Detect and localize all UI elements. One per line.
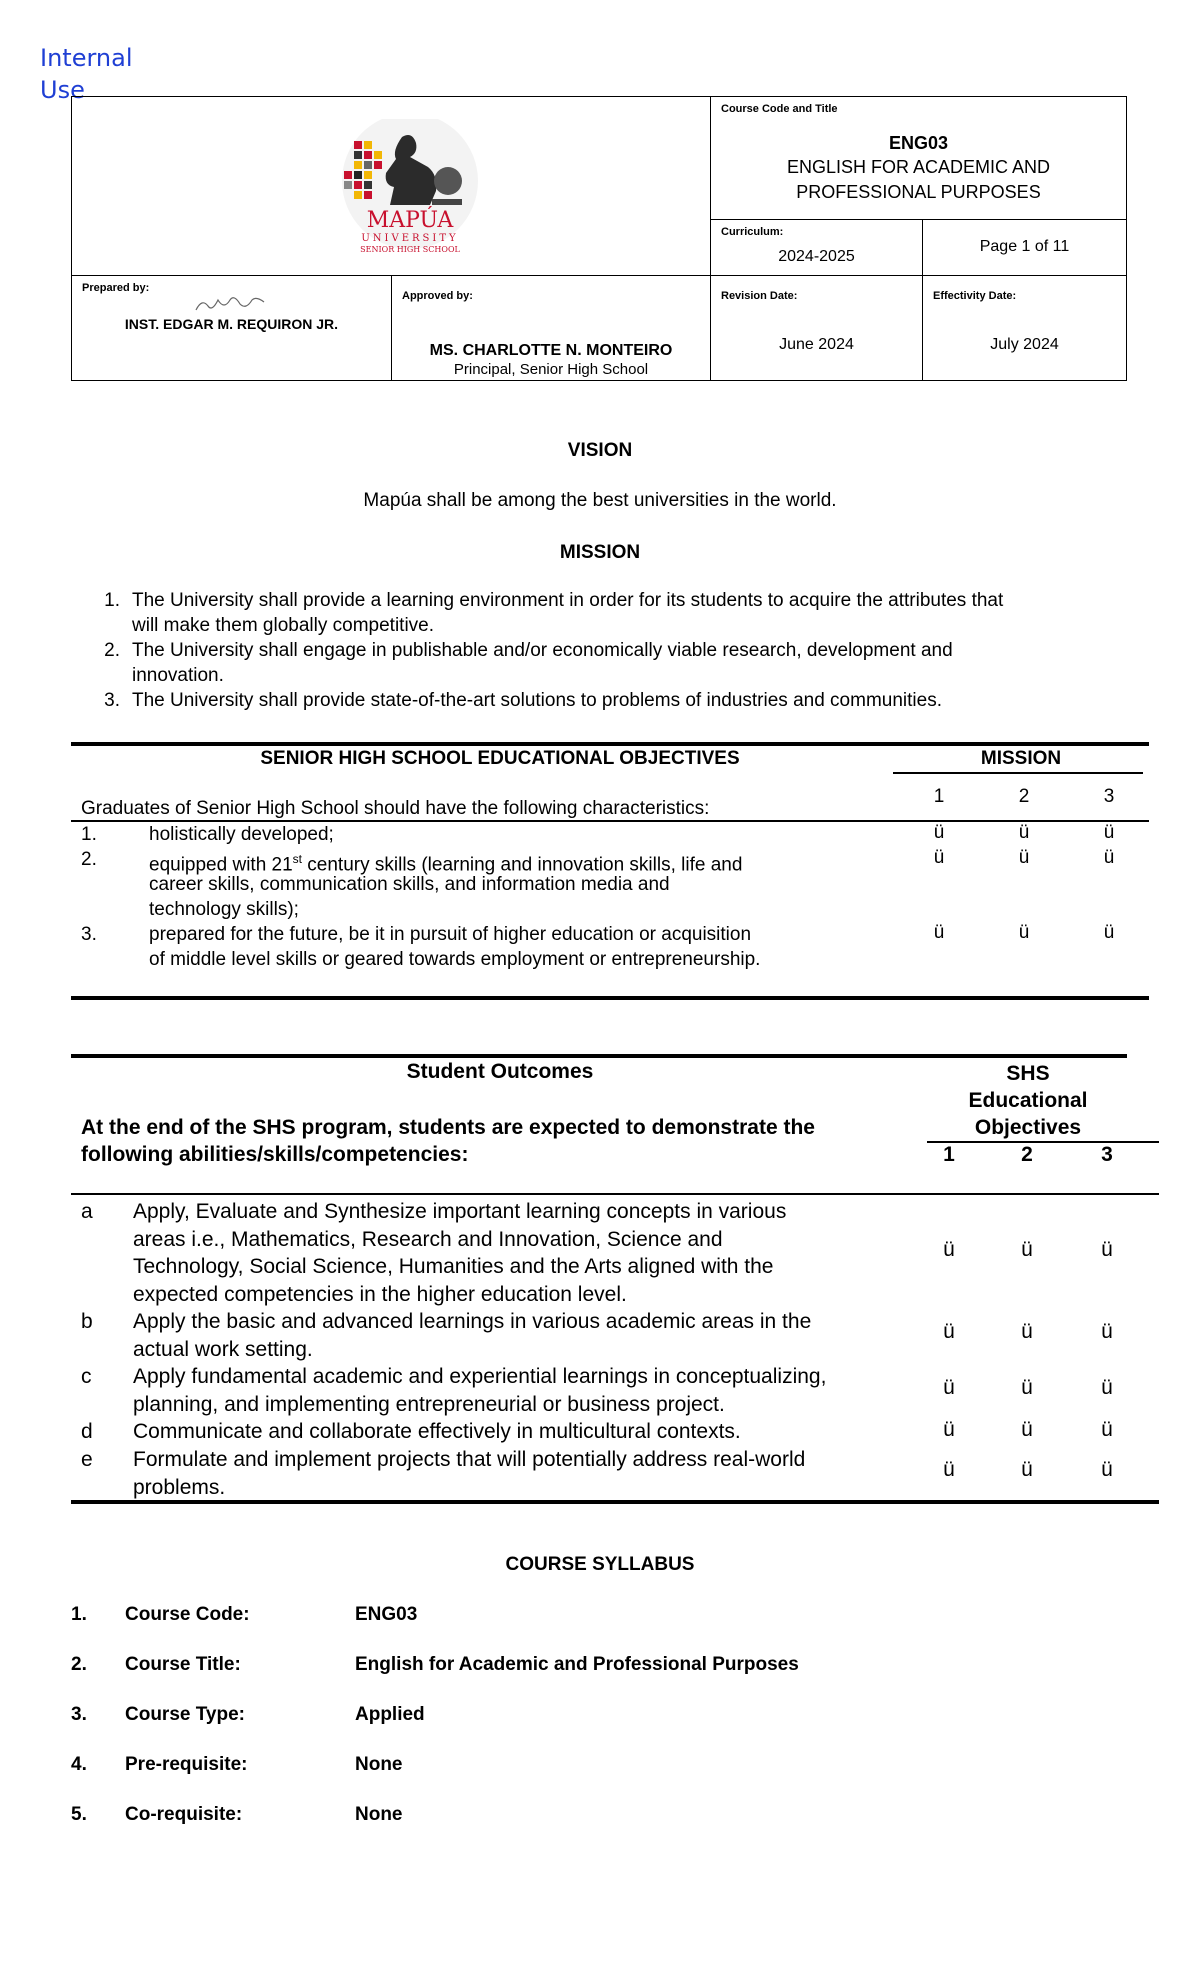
signature-icon	[192, 294, 272, 318]
prepared-by-cell	[71, 275, 392, 381]
course-code-label: Course Code and Title	[721, 103, 838, 115]
check-icon: ü	[1103, 922, 1115, 943]
outcome-letter: a	[81, 1200, 93, 1223]
course-title-line1: ENGLISH FOR ACADEMIC AND	[786, 157, 1051, 177]
check-icon: ü	[1018, 847, 1030, 868]
check-icon: ü	[1101, 1320, 1113, 1343]
curriculum-label: Curriculum:	[721, 226, 784, 238]
mission-item: 1. The University shall provide a learning environment in order for its students to acquire the attributes that will make them globally competitive.	[104, 590, 1004, 636]
outcomes-objectives-header: SHS Educational Objectives	[968, 1062, 1088, 1139]
outcome-text: Communicate and collaborate effectively in multicultural contexts.	[133, 1420, 741, 1443]
check-icon: ü	[1021, 1320, 1033, 1343]
course-code-cell	[710, 96, 1127, 220]
logo-sub2: SENIOR HIGH SCHOOL	[360, 245, 460, 254]
check-icon: ü	[933, 847, 945, 868]
check-icon: ü	[1021, 1458, 1033, 1481]
revision-date: June 2024	[779, 336, 854, 353]
page-number: Page 1 of 11	[979, 238, 1070, 255]
check-icon: ü	[933, 922, 945, 943]
logo-cell	[71, 96, 711, 276]
prepared-by-name: INST. EDGAR M. REQUIRON JR.	[124, 316, 339, 332]
logo-name: MAPÚA	[366, 208, 454, 233]
check-icon: ü	[943, 1458, 955, 1481]
obj-col-2: 2	[1018, 786, 1030, 807]
mapua-logo	[320, 119, 500, 259]
effectivity-date-label: Effectivity Date:	[933, 290, 1017, 302]
approved-by-name: MS. CHARLOTTE N. MONTEIRO	[429, 342, 673, 359]
approved-by-cell	[391, 275, 711, 381]
so-col-2: 2	[1021, 1143, 1033, 1166]
curriculum-value: 2024-2025	[778, 248, 855, 265]
check-icon: ü	[1101, 1418, 1113, 1441]
check-icon: ü	[1101, 1458, 1113, 1481]
check-icon: ü	[943, 1418, 955, 1441]
objective-text: prepared for the future, be it in pursuit of higher education or acquisition	[149, 924, 752, 945]
objectives-bottom-rule	[71, 996, 1149, 1000]
mission-list	[90, 588, 1140, 713]
obj-col-1: 1	[933, 786, 945, 807]
check-icon: ü	[1103, 822, 1115, 843]
check-icon: ü	[1103, 847, 1115, 868]
mission-header-rule	[893, 772, 1143, 774]
syllabus-title: COURSE SYLLABUS	[505, 1554, 695, 1575]
objectives-intro: Graduates of Senior High School should have the following characteristics:	[81, 798, 710, 819]
revision-date-label: Revision Date:	[721, 290, 798, 302]
prepared-by-label: Prepared by:	[82, 282, 150, 294]
logo-sub1: UNIVERSITY	[361, 233, 459, 244]
outcomes-intro: At the end of the SHS program, students are expected to demonstrate the following abilities/skills/competencies:	[81, 1116, 815, 1166]
check-icon: ü	[943, 1238, 955, 1261]
objectives-top-rule	[71, 742, 1149, 746]
objective-text: holistically developed;	[149, 824, 334, 845]
outcome-letter: d	[81, 1420, 93, 1443]
so-col-1: 1	[943, 1143, 955, 1166]
course-title-line2: PROFESSIONAL PURPOSES	[796, 182, 1041, 202]
mission-item: 2. The University shall engage in publishable and/or economically viable research, development and innovation.	[104, 640, 953, 686]
check-icon: ü	[1101, 1238, 1113, 1261]
check-icon: ü	[933, 822, 945, 843]
check-icon: ü	[1101, 1376, 1113, 1399]
outcome-text: Apply fundamental academic and experiential learnings in conceptualizing, planning, and implementing entrepreneurial or business project.	[133, 1365, 827, 1416]
effectivity-date-cell	[922, 275, 1127, 381]
effectivity-date: July 2024	[990, 336, 1059, 353]
outcomes-title: Student Outcomes	[406, 1060, 594, 1083]
objective-text: career skills, communication skills, and information media and	[149, 874, 670, 895]
objective-text: of middle level skills or geared towards employment or entrepreneurship.	[149, 949, 761, 970]
check-icon: ü	[1018, 922, 1030, 943]
check-icon: ü	[1021, 1238, 1033, 1261]
objectives-title: SENIOR HIGH SCHOOL EDUCATIONAL OBJECTIVES	[260, 748, 740, 769]
vision-text: Mapúa shall be among the best universities in the world.	[363, 490, 837, 511]
course-code: ENG03	[888, 133, 949, 153]
obj-col-3: 3	[1103, 786, 1115, 807]
outcomes-top-rule	[71, 1054, 1127, 1058]
outcome-text: Apply, Evaluate and Synthesize important learning concepts in various areas i.e., Mathematics, Research and Innovation, Science and Technology, Social Science, Humanities and the Arts aligned with the expected competencies in the higher education level.	[133, 1200, 787, 1306]
approved-by-label: Approved by:	[402, 290, 473, 302]
objective-num: 2.	[81, 849, 97, 870]
outcomes-header-bottom-rule	[71, 1193, 1159, 1195]
so-col-3: 3	[1101, 1143, 1113, 1166]
curriculum-cell	[710, 219, 923, 276]
check-icon: ü	[943, 1376, 955, 1399]
vision-title: VISION	[567, 440, 633, 461]
outcome-letter: e	[81, 1448, 93, 1471]
objective-num: 1.	[81, 824, 97, 845]
objective-text: technology skills);	[149, 899, 299, 920]
document-header	[71, 96, 1127, 381]
check-icon: ü	[1021, 1376, 1033, 1399]
outcome-text: Formulate and implement projects that will potentially address real-world problems.	[133, 1448, 806, 1499]
check-icon: ü	[1021, 1418, 1033, 1441]
check-icon: ü	[1018, 822, 1030, 843]
mission-title: MISSION	[559, 542, 641, 563]
mission-item: 3. The University shall provide state-of-the-art solutions to problems of industries and communities.	[104, 690, 942, 711]
outcome-text: Apply the basic and advanced learnings in various academic areas in the actual work setting.	[133, 1310, 812, 1361]
objective-num: 3.	[81, 924, 97, 945]
outcome-letter: b	[81, 1310, 93, 1333]
revision-date-cell	[710, 275, 923, 381]
outcomes-bottom-rule	[71, 1500, 1159, 1504]
objectives-mission-header: MISSION	[980, 748, 1062, 769]
approved-by-title: Principal, Senior High School	[453, 361, 649, 378]
outcome-letter: c	[81, 1365, 92, 1388]
objective-text: equipped with 21st century skills (learning and innovation skills, life and	[149, 852, 743, 876]
page-cell	[922, 219, 1127, 276]
check-icon: ü	[943, 1320, 955, 1343]
internal-use-label: Internal Use	[40, 44, 133, 104]
